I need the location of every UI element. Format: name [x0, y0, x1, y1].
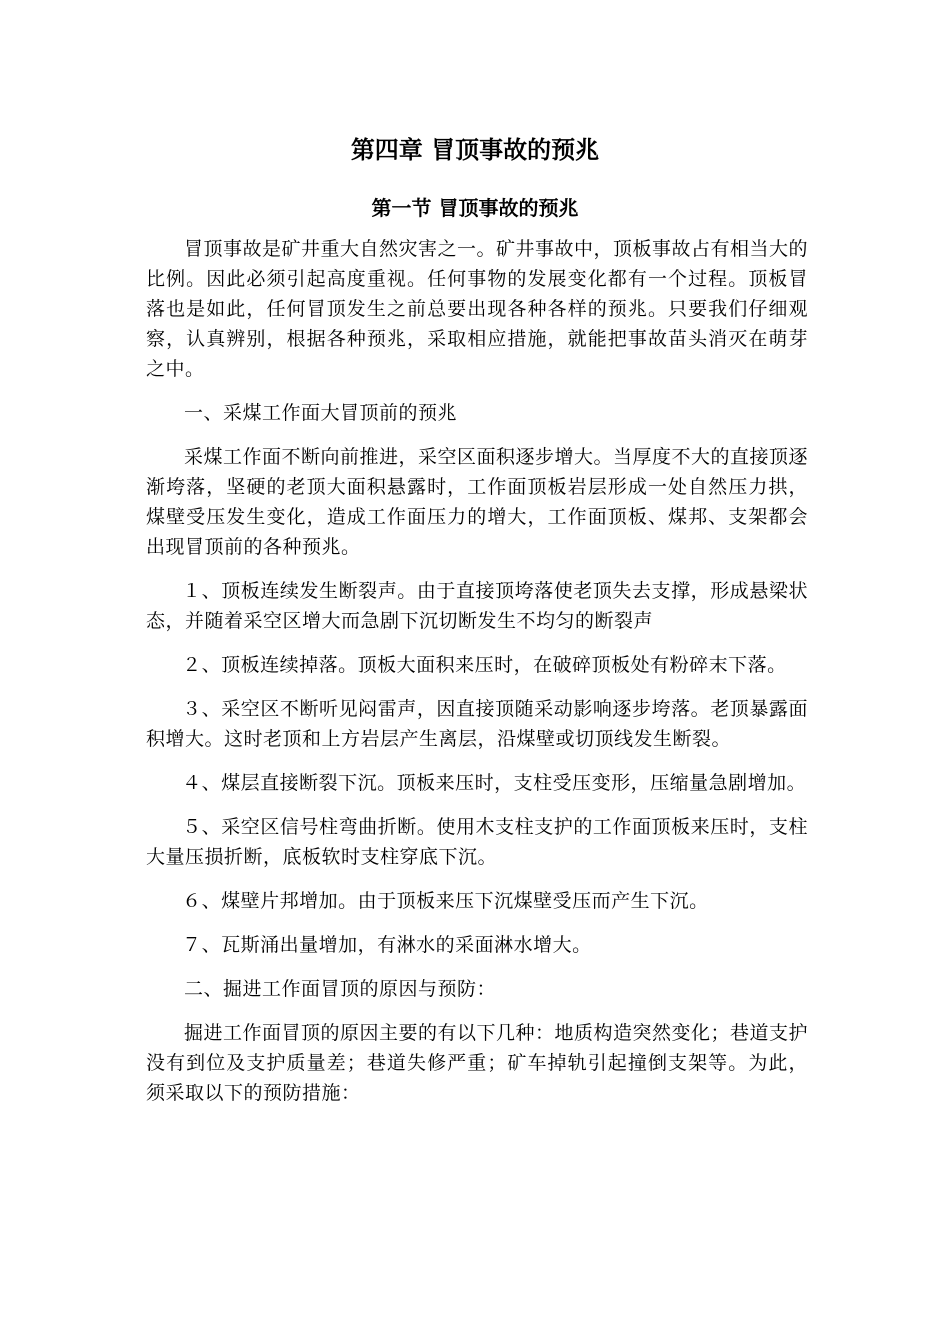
section-title: 第一节 冒顶事故的预兆 — [371, 196, 579, 220]
intro-paragraph: 冒顶事故是矿井重大自然灾害之一。矿井事故中，顶板事故占有相当大的比例。因此必须引起高度重视。任何事物的发展变化都有一个过程。顶板冒落也是如此，任何冒顶发生之前总要出现各种各样的预兆。只要我们仔细观察，认真辨别，根据各种预兆，采取相应措施，就能把事故苗头消灭在萌芽之中。 — [146, 238, 809, 380]
list-item-1: １、顶板连续发生断裂声。由于直接顶垮落使老顶失去支撑，形成悬梁状态，并随着采空区增大而急剧下沉切断发生不均匀的断裂声 — [146, 580, 808, 632]
subheading-excavation: 二、掘进工作面冒顶的原因与预防： — [184, 978, 497, 1000]
document-body — [146, 234, 808, 1122]
list-item-4: ４、煤层直接断裂下沉。顶板来压时，支柱受压变形，压缩量急剧增加。 — [182, 772, 807, 794]
list-item-6: ６、煤壁片邦增加。由于顶板来压下沉煤壁受压而产生下沉。 — [182, 890, 709, 912]
coal-face-paragraph: 采煤工作面不断向前推进，采空区面积逐步增大。当厚度不大的直接顶逐渐垮落，坚硬的老顶大面积悬露时，工作面顶板岩层形成一处自然压力拱，煤壁受压发生变化，造成工作面压力的增大，工作面顶板、煤邦、支架都会出现冒顶前的各种预兆。 — [146, 446, 809, 558]
list-item-5: ５、采空区信号柱弯曲折断。使用木支柱支护的工作面顶板来压时，支柱大量压损折断，底板软时支柱穿底下沉。 — [146, 816, 808, 868]
list-item-3: ３、采空区不断听见闷雷声，因直接顶随采动影响逐步垮落。老顶暴露面积增大。这时老顶和上方岩层产生离层，沿煤壁或切顶线发生断裂。 — [146, 698, 808, 750]
list-item-7: ７、瓦斯涌出量增加，有淋水的采面淋水增大。 — [182, 934, 592, 956]
subheading-coal-face: 一、采煤工作面大冒顶前的预兆 — [184, 402, 458, 424]
list-item-2: ２、顶板连续掉落。顶板大面积来压时，在破碎顶板处有粉碎末下落。 — [182, 654, 787, 676]
chapter-title: 第四章 冒顶事故的预兆 — [350, 136, 600, 164]
excavation-paragraph: 掘进工作面冒顶的原因主要的有以下几种：地质构造突然变化；巷道支护没有到位及支护质量差；巷道失修严重；矿车掉轨引起撞倒支架等。为此，须采取以下的预防措施： — [146, 1022, 809, 1104]
